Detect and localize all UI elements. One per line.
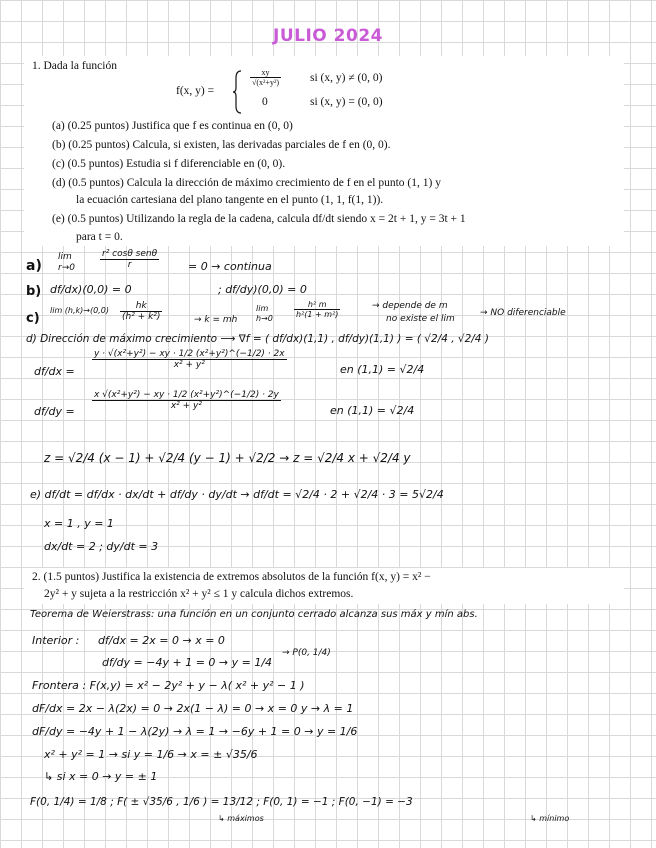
answer-c-label: c)	[26, 311, 40, 326]
dfdy-evaluation: en (1,1) = √2/4	[330, 404, 415, 417]
dfdx-evaluation: en (1,1) = √2/4	[340, 363, 425, 376]
interior-dfdx: df/dx = 2x = 0 → x = 0	[98, 634, 225, 647]
frontera-dfdy: dF/dy = −4y + 1 − λ(2y) → λ = 1 → −6y + 1 = 0 → y = 1/6	[32, 725, 358, 738]
answer-c-fraction2: $\frac{\text{h² m}}{\text{h²(1 + m²)}}$	[296, 300, 339, 319]
item-d: (d) (0.5 puntos) Calcula la dirección de máximo crecimiento de f en el punto (1, 1) y	[52, 177, 441, 189]
answer-b-dfdy: ; df/dy)(0,0) = 0	[218, 283, 307, 296]
interior-point: → P(0, 1/4)	[282, 648, 331, 658]
weierstrass-theorem: Teorema de Weierstrass: una función en un conjunto cerrado alcanza sus máx y mín abs.	[30, 609, 478, 620]
function-label: f(x, y) =	[176, 85, 215, 97]
item-c: (c) (0.5 puntos) Estudia si f diferenciable en (0, 0).	[52, 158, 286, 170]
case1-condition: si (x, y) ≠ (0, 0)	[310, 72, 383, 84]
item-d-cont: la ecuación cartesiana del plano tangente en el punto (1, 1, f(1, 1)).	[76, 194, 384, 206]
item-e-cont: para t = 0.	[76, 231, 123, 243]
problem2-statement	[24, 568, 624, 604]
page-title: JULIO 2024	[273, 26, 383, 46]
interior-label: Interior :	[32, 634, 80, 647]
answer-c-depends: → depende de m	[372, 301, 448, 311]
tangent-plane: z = √2/4 (x − 1) + √2/4 (y − 1) + √2/2 → z = √2/4 x + √2/4 y	[44, 451, 411, 465]
answer-a-limit: lim r→0	[58, 252, 75, 273]
frontera-case-x: ↳ si x = 0 → y = ± 1	[44, 770, 158, 783]
answer-a-result: = 0 → continua	[188, 260, 272, 273]
answer-c-no-limit: no existe el lim	[386, 314, 455, 324]
answer-c-limit2: lim h→0	[256, 304, 273, 323]
answer-b-dfdx: df/dx)(0,0) = 0	[50, 283, 132, 296]
frontera-case-y: x² + y² = 1 → si y = 1/6 → x = ± √35/6	[44, 748, 258, 761]
answer-a-label: a)	[26, 258, 42, 274]
item-a: (a) (0.25 puntos) Justifica que f es continua en (0, 0)	[52, 120, 293, 132]
dfdy-fraction: $\frac{\text{x √(x²+y²) − xy · 1/2 (x²+y²)\textasciicircum{}(−1/2) · 2y}}{\text{x² + y²}}$	[94, 390, 279, 411]
answer-e-point: x = 1 , y = 1	[44, 517, 114, 530]
answer-c-limit: lim (h,k)→(0,0)	[50, 306, 109, 315]
case1-fraction: $\frac{xy}{\text{√(x²+y²)}}$	[252, 68, 280, 87]
answer-c-fraction: $\frac{hk}{\text{(h² + k²)}}$	[122, 301, 161, 322]
frontera-dfdx: dF/dx = 2x − λ(2x) = 0 → 2x(1 − λ) = 0 → x = 0 y → λ = 1	[32, 702, 354, 715]
item-b: (b) (0.25 puntos) Calcula, si existen, las derivadas parciales de f en (0, 0).	[52, 139, 391, 151]
answer-e-chain-rule: e) df/dt = df/dx · dx/dt + df/dy · dy/dt → df/dt = √2/4 · 2 + √2/4 · 3 = 5√2/4	[30, 488, 444, 501]
problem1-statement	[24, 56, 624, 246]
answer-c-substitution: → k = mh	[194, 315, 238, 325]
function-values: F(0, 1/4) = 1/8 ; F( ± √35/6 , 1/6 ) = 13/12 ; F(0, 1) = −1 ; F(0, −1) = −3	[30, 796, 413, 808]
interior-dfdy: df/dy = −4y + 1 = 0 → y = 1/4	[102, 656, 273, 669]
minimo-label: ↳ mínimo	[530, 814, 570, 823]
dfdx-label: df/dx =	[34, 365, 75, 378]
answer-b-label: b)	[26, 284, 42, 299]
answer-c-conclusion: → NO diferenciable	[480, 308, 566, 318]
case2-condition: si (x, y) = (0, 0)	[310, 96, 383, 108]
problem2-line2: 2y² + y sujeta a la restricción x² + y² ≤ 1 y calcula dichos extremos.	[44, 588, 354, 600]
maximos-label: ↳ máximos	[218, 814, 264, 823]
item-e: (e) (0.5 puntos) Utilizando la regla de la cadena, calcula df/dt siendo x = 2t + 1, y = 3t + 1	[52, 213, 466, 225]
brace-icon	[232, 70, 242, 114]
case2-value: 0	[262, 96, 268, 108]
answer-a-fraction: $\frac{\text{r² cosθ senθ}}{r}$	[102, 249, 158, 270]
problem2-line1: 2. (1.5 puntos) Justifica la existencia de extremos absolutos de la función f(x, y) = x² −	[32, 571, 431, 583]
answer-d-direction: d) Dirección de máximo crecimiento ⟶ ∇f = ( df/dx)(1,1) , df/dy)(1,1) ) = ( √2/4 , √2/4 )	[26, 333, 489, 345]
dfdy-label: df/dy =	[34, 405, 75, 418]
dfdx-fraction: $\frac{\text{y · √(x²+y²) − xy · 1/2 (x²+y²)\textasciicircum{}(−1/2) · 2x}}{\text{x² + y²}}$	[94, 349, 285, 370]
problem1-intro: 1. Dada la función	[32, 60, 117, 72]
frontera-lagrangian: Frontera : F(x,y) = x² − 2y² + y − λ( x² + y² − 1 )	[32, 679, 305, 692]
answer-e-derivatives: dx/dt = 2 ; dy/dt = 3	[44, 540, 159, 553]
